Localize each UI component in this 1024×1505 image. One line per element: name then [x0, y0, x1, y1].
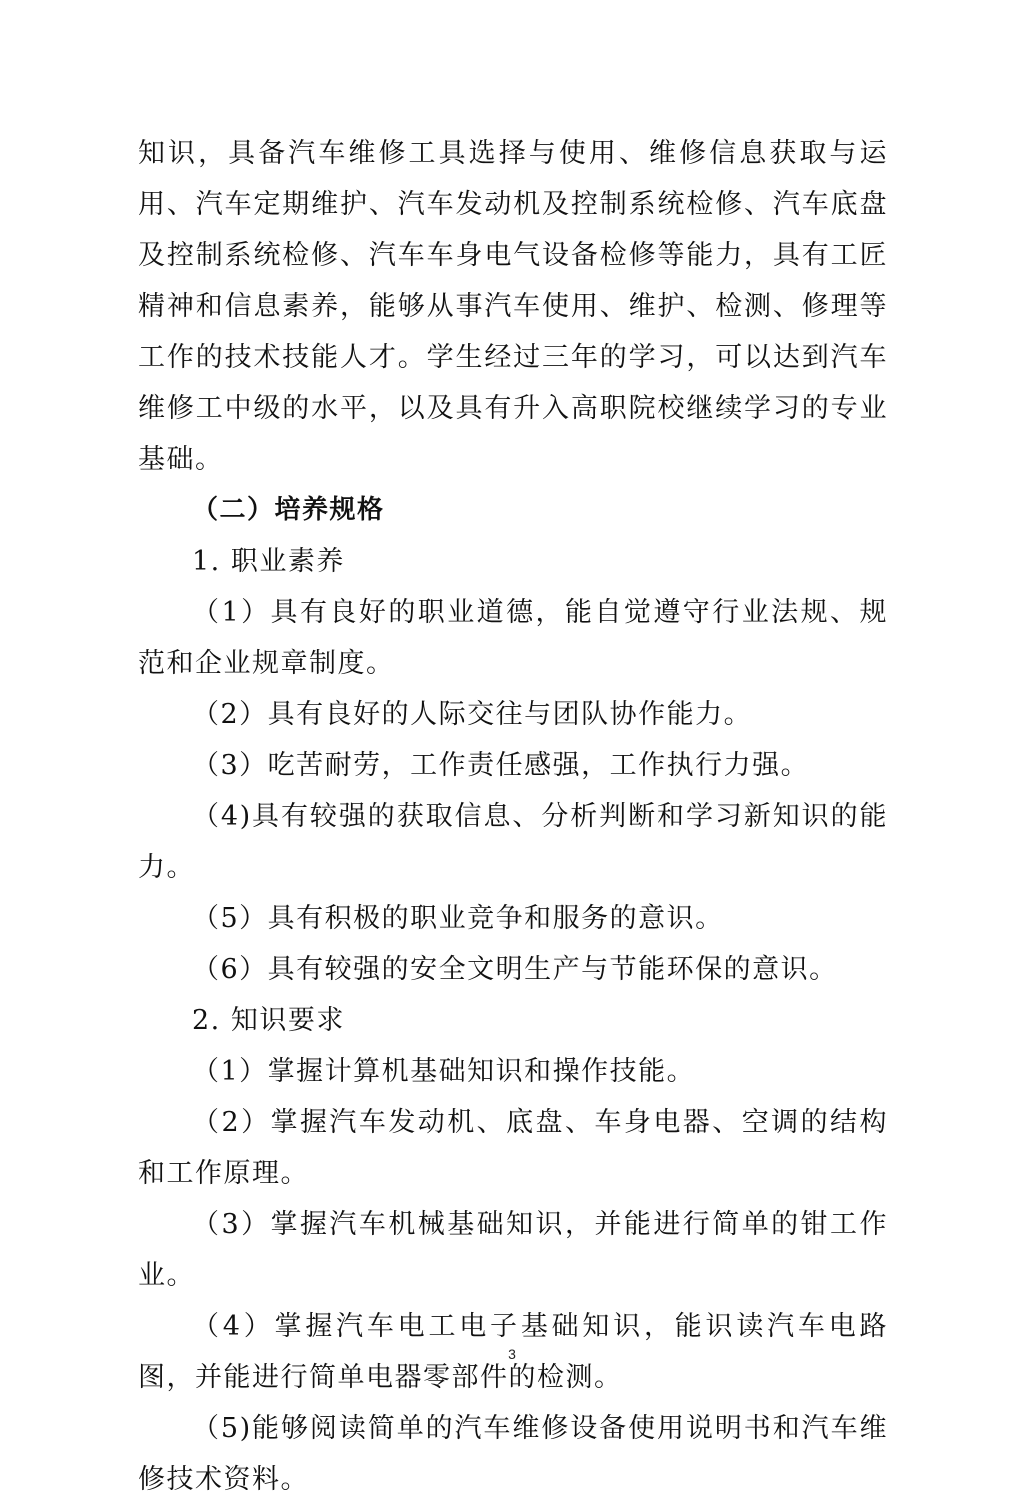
list-item: （6）具有较强的安全文明生产与节能环保的意识。	[192, 954, 838, 985]
list-item: （4)具有较强的获取信息、分析判断和学习新知识的能力。	[138, 801, 888, 883]
list-item: （4）掌握汽车电工电子基础知识，能识读汽车电路图，并能进行简单电器零部件的检测。	[138, 1311, 888, 1393]
subheading-professional-qualities: 1. 职业素养	[192, 546, 345, 577]
subheading-knowledge-requirements: 2. 知识要求	[192, 1005, 345, 1036]
list-item: （3）掌握汽车机械基础知识，并能进行简单的钳工作业。	[138, 1209, 888, 1291]
list-item: （1）具有良好的职业道德，能自觉遵守行业法规、规范和企业规章制度。	[138, 597, 888, 679]
training-goal-paragraph: 知识，具备汽车维修工具选择与使用、维修信息获取与运用、汽车定期维护、汽车发动机及控制系统检修、汽车底盘及控制系统检修、汽车车身电气设备检修等能力，具有工匠精神和信息素养，能够从事汽车使用、维护、检测、修理等工作的技术技能人才。学生经过三年的学习，可以达到汽车维修工中级的水平，以及具有升入高职院校继续学习的专业基础。	[138, 138, 888, 475]
list-item: （3）吃苦耐劳，工作责任感强，工作执行力强。	[192, 750, 810, 781]
list-item: （2）掌握汽车发动机、底盘、车身电器、空调的结构和工作原理。	[138, 1107, 888, 1189]
list-item: （5)能够阅读简单的汽车维修设备使用说明书和汽车维修技术资料。	[138, 1413, 888, 1495]
page-body	[138, 128, 888, 1505]
list-item: （2）具有良好的人际交往与团队协作能力。	[192, 699, 753, 730]
page-number: 3	[508, 1346, 516, 1362]
list-item: （5）具有积极的职业竞争和服务的意识。	[192, 903, 724, 934]
section-heading-training-specifications: （二）培养规格	[192, 495, 385, 525]
list-item: （1）掌握计算机基础知识和操作技能。	[192, 1056, 696, 1087]
